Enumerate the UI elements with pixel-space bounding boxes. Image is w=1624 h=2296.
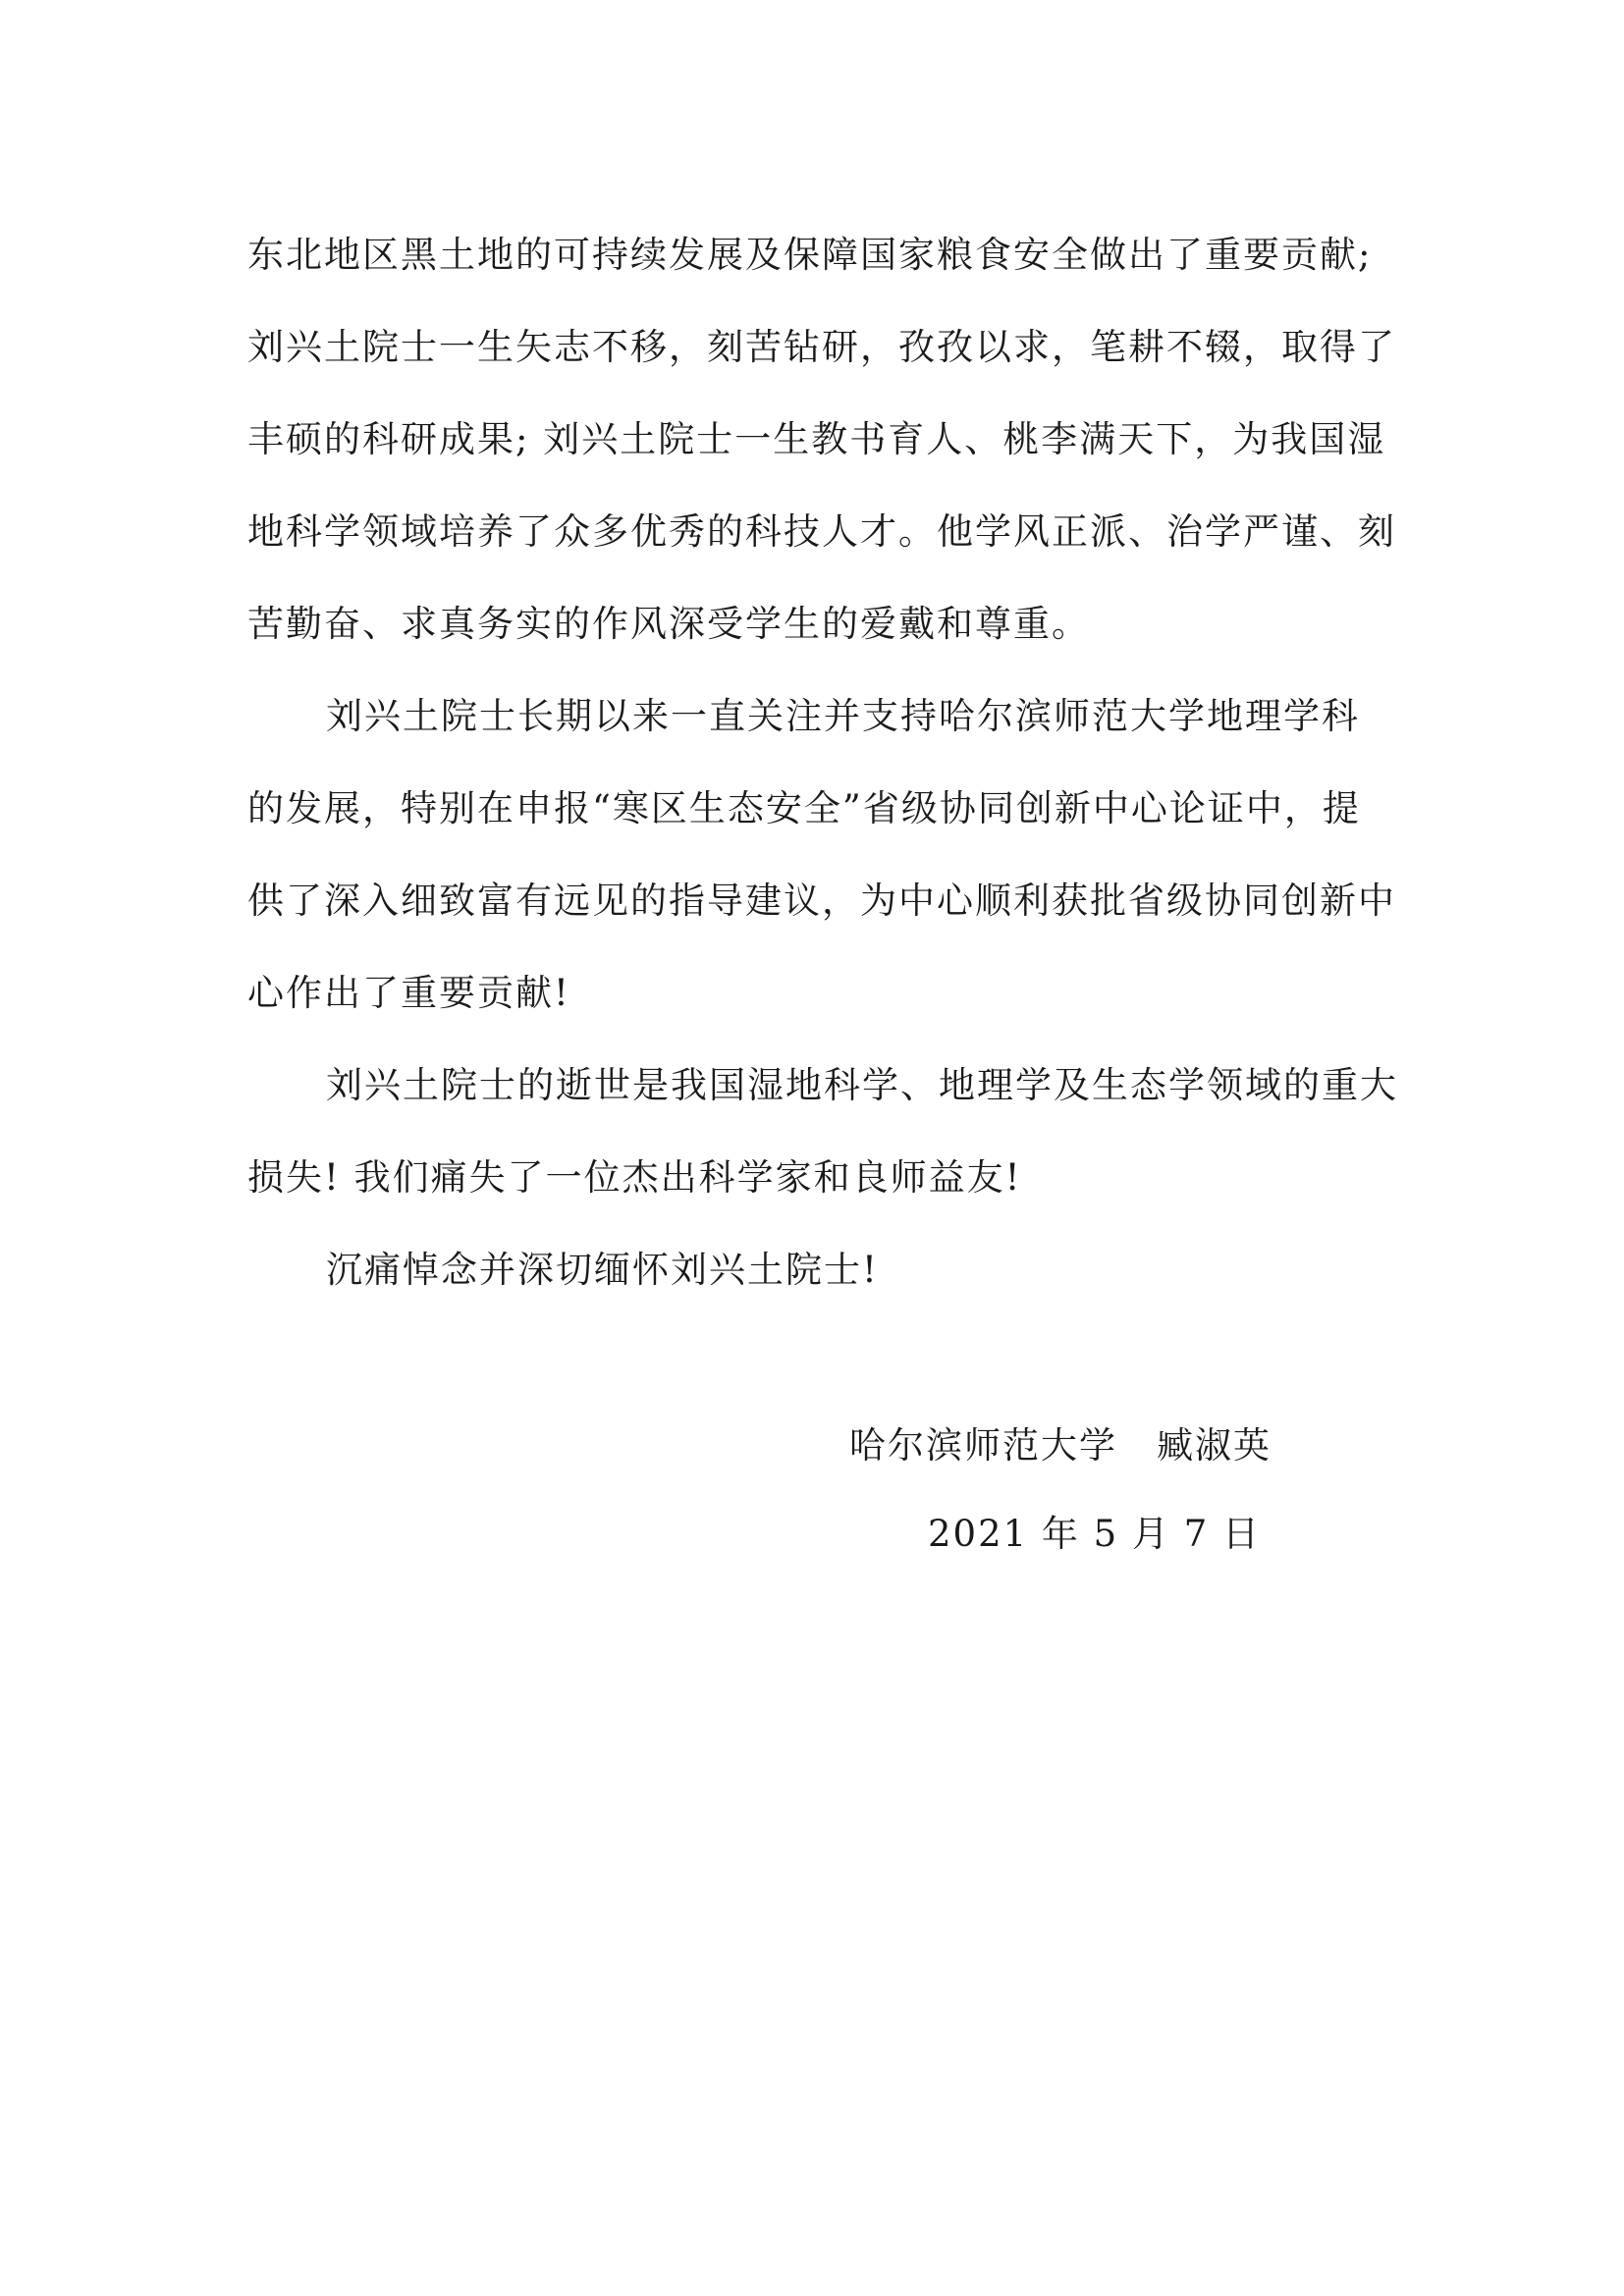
signature-name: 臧淑英	[1157, 1424, 1272, 1467]
paragraph-line: 刘兴土院士的逝世是我国湿地科学、地理学及生态学领域的重大	[326, 1064, 1398, 1106]
paragraph-line: 损失! 我们痛失了一位杰出科学家和良师益友!	[247, 1156, 1022, 1199]
paragraph-line: 的发展，特别在申报“寒区生态安全”省级协同创新中心论证中，提	[247, 787, 1361, 829]
paragraph-line: 供了深入细致富有远见的指导建议，为中心顺利获批省级协同创新中	[247, 880, 1396, 922]
letter-body	[247, 209, 1398, 1316]
paragraph-line: 刘兴土院士长期以来一直关注并支持哈尔滨师范大学地理学科	[326, 695, 1360, 737]
paragraph-line: 沉痛悼念并深切缅怀刘兴土院士!	[326, 1249, 879, 1291]
paragraph-line: 地科学领域培养了众多优秀的科技人才。他学风正派、治学严谨、刻	[247, 510, 1396, 553]
signature-organization: 哈尔滨师范大学	[849, 1424, 1117, 1467]
signature-block	[849, 1402, 1360, 1578]
paragraph-line: 心作出了重要贡献!	[247, 972, 570, 1014]
paragraph-line: 刘兴土院士一生矢志不移，刻苦钻研，孜孜以求，笔耕不辍，取得了	[247, 326, 1396, 368]
signature-line	[849, 1402, 1360, 1490]
signature-date: 2021 年 5 月 7 日	[928, 1513, 1262, 1555]
paragraph-line: 丰硕的科研成果; 刘兴土院士一生教书育人、桃李满天下，为我国湿	[247, 418, 1386, 460]
paragraph-line: 东北地区黑土地的可持续发展及保障国家粮食安全做出了重要贡献;	[247, 234, 1373, 276]
paragraph-line: 苦勤奋、求真务实的作风深受学生的爱戴和尊重。	[247, 603, 1090, 645]
